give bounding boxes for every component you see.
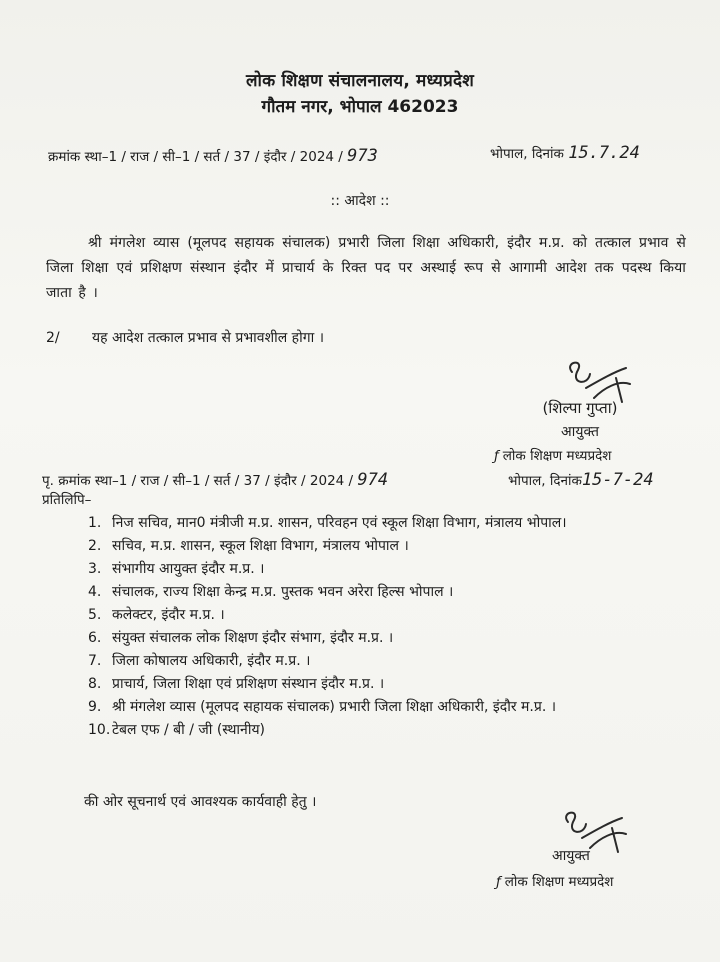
copy-list-number: 10.: [88, 722, 111, 738]
order-number-line: [48, 146, 378, 166]
copy-list-item: [88, 581, 688, 604]
order-number-prefix: क्रमांक स्था–1 / राज / सी–1 / सर्त / 37 / इंदौर / 2024 /: [48, 149, 343, 165]
order-date-line: [490, 143, 640, 163]
copy-list-text: सचिव, म.प्र. शासन, स्कूल शिक्षा विभाग, मंत्रालय भोपाल ।: [112, 538, 409, 554]
signatory-office: [494, 446, 612, 464]
copy-list-text: श्री मंगलेश व्यास (मूलपद सहायक संचालक) प्रभारी जिला शिक्षा अधिकारी, इंदौर म.प्र. ।: [112, 699, 557, 715]
signatory-designation: आयुक्त: [561, 424, 599, 440]
copy-list-number: 4.: [88, 584, 102, 600]
copy-list-number: 6.: [88, 630, 102, 646]
copy-list-item: [88, 719, 688, 742]
copy-number-line: [42, 470, 388, 490]
copy-list-number: 3.: [88, 561, 102, 577]
copy-date-label: भोपाल, दिनांक: [508, 473, 582, 489]
copy-list-number: 2.: [88, 538, 102, 554]
signature-block-1: [500, 398, 660, 441]
order-title: :: आदेश ::: [330, 193, 390, 209]
copy-list-text: टेबल एफ / बी / जी (स्थानीय): [112, 722, 266, 738]
copy-list-text: प्राचार्य, जिला शिक्षा एवं प्रशिक्षण संस्थान इंदौर म.प्र. ।: [112, 676, 385, 692]
copy-list-item: [88, 627, 688, 650]
copy-list-number: 8.: [88, 676, 102, 692]
copy-date-handwritten: 15-7-24: [581, 470, 654, 490]
copy-number-prefix: पृ. क्रमांक स्था–1 / राज / सी–1 / सर्त / 37 / इंदौर / 2024 /: [42, 473, 354, 489]
copy-list-text: संचालक, राज्य शिक्षा केन्द्र म.प्र. पुस्तक भवन अरेरा हिल्स भोपाल ।: [112, 584, 454, 600]
point-2-number: 2/: [46, 330, 60, 346]
signatory-name: (शिल्पा गुप्ता): [542, 399, 618, 417]
copy-list-item: [88, 650, 688, 673]
order-body-text: श्री मंगलेश व्यास (मूलपद सहायक संचालक) प्रभारी जिला शिक्षा अधिकारी, इंदौर म.प्र. को तत्काल प्रभाव से जिला शिक्षा एवं प्रशिक्षण संस्थान इंदौर में प्राचार्य के रिक्त पद पर अस्थाई रूप से आगामी आदेश तक पदस्थ किया जाता है ।: [46, 235, 686, 301]
copy-list-item: [88, 512, 688, 535]
initial-mark-2: ƒ: [496, 874, 501, 890]
copy-list-number: 1.: [88, 515, 102, 531]
copy-list-item: [88, 604, 688, 627]
copy-list-number: 5.: [88, 607, 102, 623]
copy-list-text: संयुक्त संचालक लोक शिक्षण इंदौर संभाग, इंदौर म.प्र. ।: [112, 630, 394, 646]
copy-list-item: [88, 558, 688, 581]
copy-list-number: 9.: [88, 699, 102, 715]
copy-list-text: निज सचिव, मान0 मंत्रीजी म.प्र. शासन, परिवहन एवं स्कूल शिक्षा विभाग, मंत्रालय भोपाल।: [112, 515, 567, 531]
copy-list-number: 7.: [88, 653, 102, 669]
signatory2-office-text: लोक शिक्षण मध्यप्रदेश: [504, 874, 614, 890]
order-point-2: [46, 328, 324, 347]
order-date-label: भोपाल, दिनांक: [490, 146, 564, 162]
signatory2-office: [496, 872, 614, 890]
copy-label: प्रतिलिपि–: [42, 492, 92, 508]
order-date-handwritten: 15.7.24: [568, 143, 640, 163]
signatory-office-text: लोक शिक्षण मध्यप्रदेश: [502, 448, 612, 464]
order-number-handwritten: 973: [347, 146, 378, 166]
copy-list-item: [88, 535, 688, 558]
closing-line: की ओर सूचनार्थ एवं आवश्यक कार्यवाही हेतु ।: [84, 794, 317, 810]
order-body-paragraph: [46, 231, 686, 306]
office-name: लोक शिक्षण संचालनालय, मध्यप्रदेश: [246, 71, 474, 91]
office-address: गौतम नगर, भोपाल 462023: [261, 97, 459, 117]
copy-list-text: संभागीय आयुक्त इंदौर म.प्र. ।: [112, 561, 265, 577]
copy-list-text: कलेक्टर, इंदौर म.प्र. ।: [112, 607, 225, 623]
copy-list-item: [88, 673, 688, 696]
copy-list-text: जिला कोषालय अधिकारी, इंदौर म.प्र. ।: [112, 653, 311, 669]
copy-recipient-list: [88, 512, 688, 742]
signatory2-designation: आयुक्त: [552, 848, 590, 864]
initial-mark: ƒ: [494, 448, 499, 464]
copy-number-handwritten: 974: [357, 470, 389, 490]
copy-list-item: [88, 696, 688, 719]
copy-date-line: [508, 470, 654, 490]
point-2-text: यह आदेश तत्काल प्रभाव से प्रभावशील होगा ।: [92, 330, 325, 346]
